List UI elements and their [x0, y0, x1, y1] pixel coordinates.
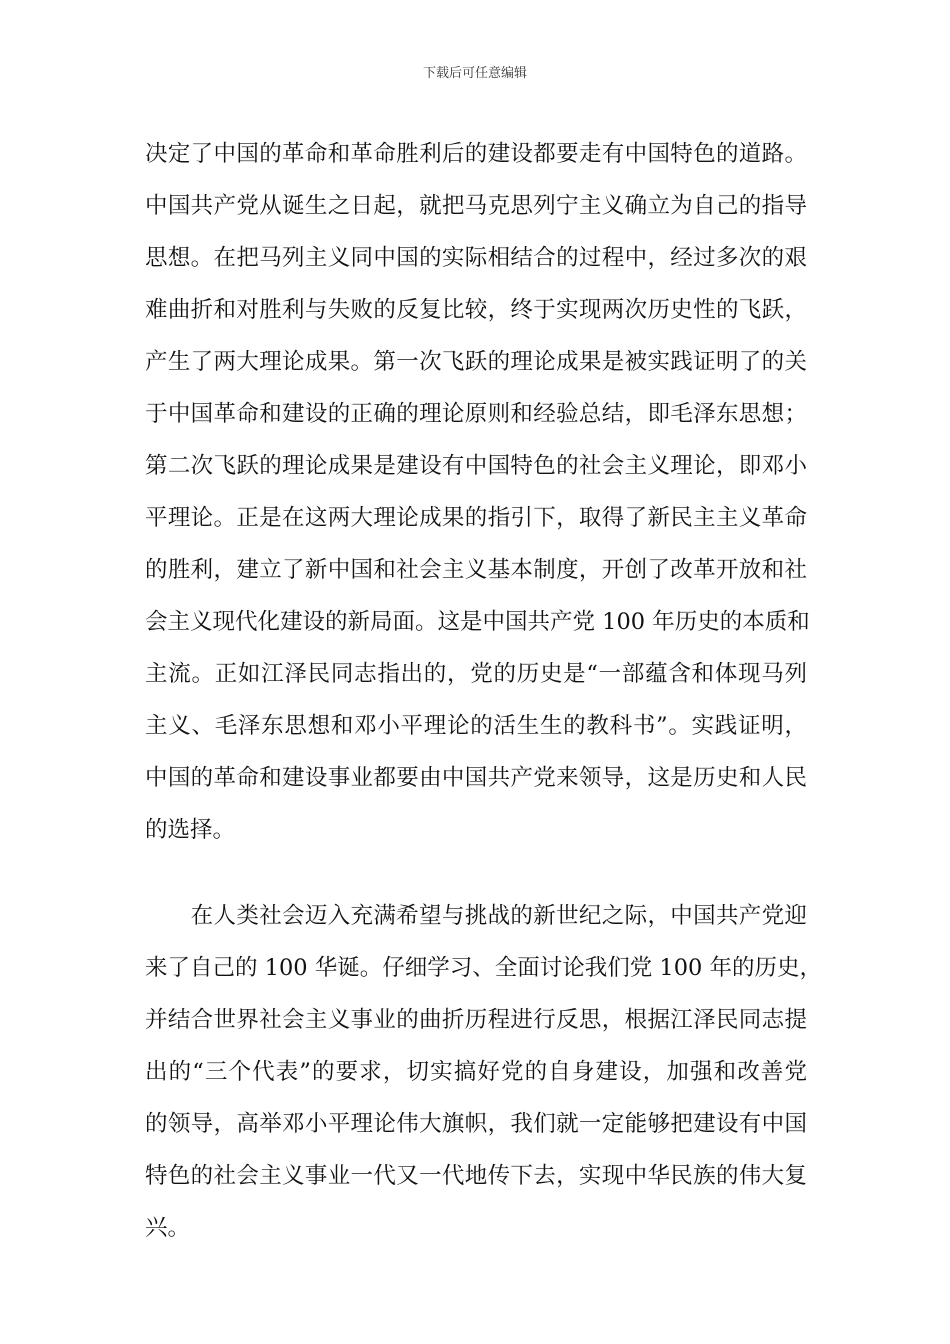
text-line: 特色的社会主义事业一代又一代地传下去，实现中华民族的伟大复 [145, 1163, 807, 1189]
text-line: 平理论。正是在这两大理论成果的指引下，取得了新民主主义革命 [145, 505, 807, 531]
text-line: 并结合世界社会主义事业的曲折历程进行反思，根据江泽民同志提 [145, 1007, 807, 1033]
text-line: 中国的革命和建设事业都要由中国共产党来领导，这是历史和人民 [145, 765, 807, 791]
text-line: 产生了两大理论成果。第一次飞跃的理论成果是被实践证明了的关 [145, 349, 807, 375]
paragraph-2 [145, 890, 823, 1254]
text-line: 出的“三个代表”的要求，切实搞好党的自身建设，加强和改善党 [145, 1059, 807, 1085]
page-header-note: 下载后可任意编辑 [422, 66, 527, 81]
text-line: 决定了中国的革命和革命胜利后的建设都要走有中国特色的道路。 [145, 141, 807, 167]
text-line: 难曲折和对胜利与失败的反复比较，终于实现两次历史性的飞跃， [145, 297, 807, 323]
text-line: 于中国革命和建设的正确的理论原则和经验总结，即毛泽东思想； [145, 401, 807, 427]
text-line: 思想。在把马列主义同中国的实际相结合的过程中，经过多次的艰 [145, 245, 807, 271]
text-line: 来了自己的 100 华诞。仔细学习、全面讨论我们党 100 年的历史， [145, 955, 823, 981]
text-line: 兴。 [145, 1215, 191, 1241]
text-line: 的胜利，建立了新中国和社会主义基本制度，开创了改革开放和社 [145, 557, 807, 583]
text-line: 中国共产党从诞生之日起，就把马克思列宁主义确立为自己的指导 [145, 193, 807, 219]
text-line: 会主义现代化建设的新局面。这是中国共产党 100 年历史的本质和 [145, 609, 810, 635]
text-line: 主流。正如江泽民同志指出的，党的历史是“一部蕴含和体现马列 [145, 661, 807, 687]
paragraph-1 [145, 128, 810, 856]
document-body [145, 128, 823, 1254]
text-line: 在人类社会迈入充满希望与挑战的新世纪之际，中国共产党迎 [145, 903, 807, 929]
text-line: 的领导，高举邓小平理论伟大旗帜，我们就一定能够把建设有中国 [145, 1111, 807, 1137]
paragraph-spacer [145, 856, 807, 890]
text-line: 的选择。 [145, 817, 236, 843]
text-line: 主义、毛泽东思想和邓小平理论的活生生的教科书”。实践证明， [145, 713, 807, 739]
text-line: 第二次飞跃的理论成果是建设有中国特色的社会主义理论，即邓小 [145, 453, 807, 479]
